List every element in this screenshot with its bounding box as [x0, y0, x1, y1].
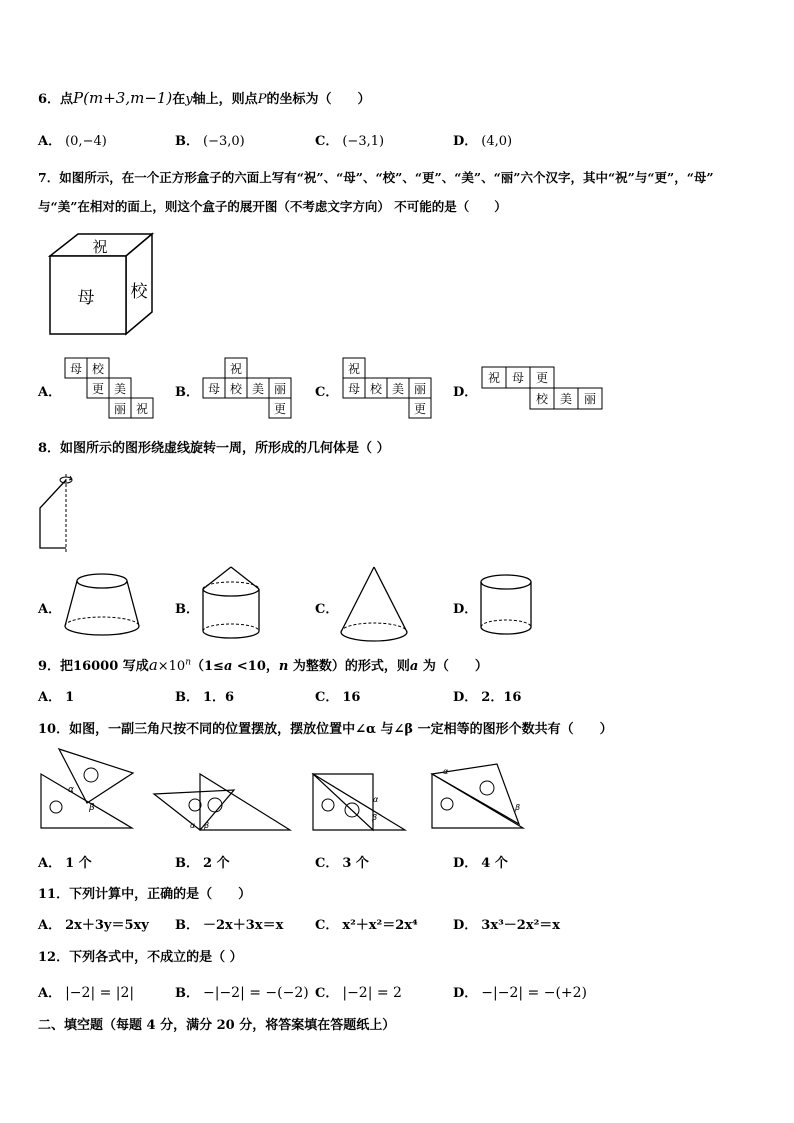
q9-option-c[interactable]: C． 16	[315, 690, 361, 705]
svg-text:α: α	[190, 821, 196, 830]
q11-option-b[interactable]: B． －2x＋3x＝x	[175, 918, 284, 933]
net-a	[64, 357, 154, 419]
question-8: 8．如图所示的图形绕虚线旋转一周，所形成的几何体是（ ）	[38, 441, 390, 456]
q6-prefix: 6．点	[38, 92, 74, 107]
q12-option-b[interactable]: B． −|−2| = −(−2)	[175, 985, 309, 1001]
q9-option-d[interactable]: D． 2．16	[453, 690, 522, 705]
angle-alpha-label: α	[68, 785, 74, 795]
q12-option-c[interactable]: C． |−2| = 2	[315, 985, 402, 1001]
svg-text:祝: 祝	[487, 371, 501, 385]
q8-option-c[interactable]: C．	[315, 602, 339, 617]
triangles-figure-1	[40, 748, 136, 830]
q6-end: 的坐标为（ ）	[266, 92, 371, 107]
question-12: 12．下列各式中，不成立的是（ ）	[38, 950, 243, 965]
svg-text:更: 更	[413, 402, 427, 416]
svg-text:祝: 祝	[229, 362, 243, 376]
svg-text:校: 校	[535, 392, 549, 406]
svg-text:更: 更	[535, 371, 549, 385]
cube-side-label: 校	[130, 282, 148, 302]
q11-option-d[interactable]: D． 3x³－2x²＝x	[453, 918, 561, 933]
q6-option-b[interactable]: B． (−3,0)	[175, 134, 245, 149]
question-7-line2: 与“美”在相对的面上，则这个盒子的展开图（不考虑文字方向） 不可能的是（ ）	[38, 199, 507, 214]
svg-text:母: 母	[347, 382, 361, 396]
svg-text:校: 校	[91, 362, 105, 376]
q7-option-c[interactable]: C．	[315, 385, 339, 400]
svg-text:丽: 丽	[273, 382, 287, 396]
triangles-figure-2	[152, 772, 294, 832]
q11-option-c[interactable]: C． x²＋x²＝2x⁴	[315, 918, 418, 933]
triangles-figure-4	[431, 762, 525, 832]
angle-beta-label: β	[89, 803, 95, 813]
question-7-line1: 7．如图所示，在一个正方形盒子的六面上写有“祝”、“母”、“校”、“更”、“美”、“丽”六个汉字，其中“祝”与“更”，“母”	[38, 170, 714, 185]
q6-suffix: 轴上，则点	[192, 92, 258, 107]
svg-text:祝: 祝	[135, 402, 149, 416]
svg-text:校: 校	[369, 382, 383, 396]
q6-option-c[interactable]: C． (−3,1)	[315, 134, 385, 149]
frustum-figure	[62, 572, 142, 638]
svg-text:丽: 丽	[113, 402, 127, 416]
q6-option-a[interactable]: A． (0,−4)	[38, 134, 107, 149]
q12-option-a[interactable]: A． |−2| = |2|	[38, 985, 135, 1001]
cube-top-label: 祝	[92, 238, 108, 256]
svg-text:α: α	[373, 795, 379, 804]
q8-option-b[interactable]: B．	[175, 602, 199, 617]
cone-cylinder-figure	[200, 565, 262, 641]
q8-option-d[interactable]: D．	[453, 602, 478, 617]
q6-mid: 在	[172, 92, 186, 107]
triangles-figure-3	[312, 772, 408, 832]
cone-figure	[338, 565, 410, 645]
rotation-shape-figure	[38, 472, 78, 554]
q6-option-d[interactable]: D． (4,0)	[453, 134, 513, 149]
q11-option-a[interactable]: A． 2x＋3y＝5xy	[38, 918, 149, 933]
svg-text:祝: 祝	[347, 362, 361, 376]
q12-option-d[interactable]: D． −|−2| = −(+2)	[453, 985, 588, 1001]
q7-option-a[interactable]: A．	[38, 385, 62, 400]
svg-text:α: α	[443, 767, 449, 776]
svg-text:丽: 丽	[583, 392, 597, 406]
svg-text:校: 校	[229, 382, 243, 396]
svg-text:β: β	[515, 803, 521, 812]
svg-text:更: 更	[91, 382, 105, 396]
svg-text:母: 母	[511, 371, 525, 385]
svg-text:β: β	[204, 821, 210, 830]
q6-point-expr: P(m+3,m−1)	[73, 89, 173, 107]
q7-option-b[interactable]: B．	[175, 385, 199, 400]
svg-text:β: β	[372, 813, 378, 822]
q10-option-b[interactable]: B． 2 个	[175, 856, 230, 871]
q9-option-a[interactable]: A． 1	[38, 690, 75, 705]
svg-text:美: 美	[113, 382, 127, 396]
net-b	[202, 357, 292, 419]
q6-point: P	[257, 92, 267, 107]
cube-front-label: 母	[77, 288, 95, 308]
q10-option-d[interactable]: D． 4 个	[453, 856, 508, 871]
q10-option-c[interactable]: C． 3 个	[315, 856, 369, 871]
cube-figure	[48, 232, 158, 338]
question-9: 9．把16000 写成$a\times 10^n(1\le a <10$，n 为整数）的形式，则a 为（ ）	[38, 656, 488, 674]
q8-option-a[interactable]: A．	[38, 602, 62, 617]
svg-text:美: 美	[559, 392, 573, 406]
question-6	[38, 88, 370, 107]
q10-option-a[interactable]: A． 1 个	[38, 856, 92, 871]
q9-option-b[interactable]: B． 1．6	[175, 690, 235, 705]
section-2-heading: 二、填空题（每题 4 分，满分 20 分，将答案填在答题纸上）	[38, 1018, 396, 1033]
q6-axis: y	[185, 92, 193, 107]
q7-option-d[interactable]: D．	[453, 385, 478, 400]
svg-text:美: 美	[391, 382, 405, 396]
svg-text:母: 母	[69, 362, 83, 376]
question-11: 11．下列计算中，正确的是（ ）	[38, 887, 252, 902]
svg-text:丽: 丽	[413, 382, 427, 396]
cylinder-figure	[478, 572, 534, 638]
net-d	[481, 366, 603, 412]
svg-text:美: 美	[251, 382, 265, 396]
svg-text:母: 母	[207, 382, 221, 396]
svg-text:更: 更	[273, 402, 287, 416]
net-c	[342, 357, 432, 419]
question-10: 10．如图，一副三角尺按不同的位置摆放，摆放位置中∠α 与∠β 一定相等的图形个数共有（ ）	[38, 722, 613, 737]
